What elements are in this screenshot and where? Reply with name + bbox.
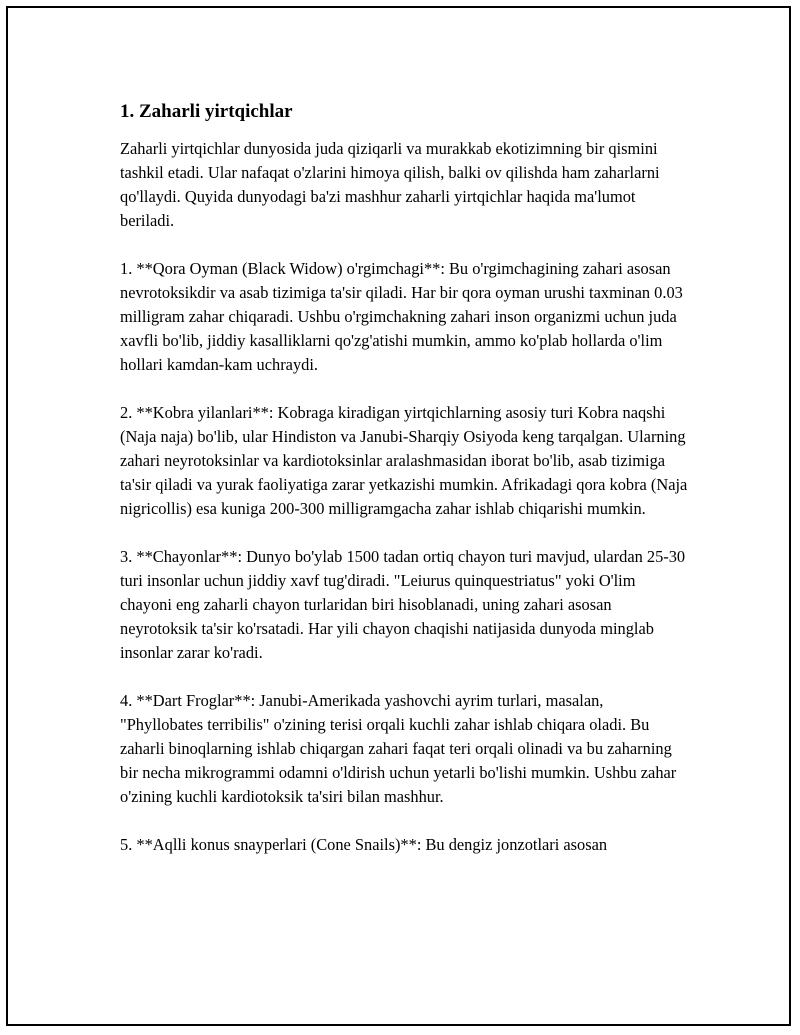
paragraph-dart-frogs: 4. **Dart Froglar**: Janubi-Amerikada yashovchi ayrim turlari, masalan, "Phyllobates terribilis" o'zining terisi orqali kuchli zahar ishlab chiqara oladi. Bu zaharli binoqlarning ishlab chiqargan zahari faqat teri orqali olinadi va bu zaharning bir necha mikrogrammi odamni o'ldirish uchun yetarli bo'lishi mumkin. Ushbu zahar o'zining kuchli kardiotoksik ta'siri bilan mashhur.: [120, 690, 677, 806]
paragraph-cone-snails: 5. **Aqlli konus snayperlari (Cone Snails)**: Bu dengiz jonzotlari asosan: [120, 834, 608, 854]
paragraph-cobra: 2. **Kobra yilanlari**: Kobraga kiradigan yirtqichlarning asosiy turi Kobra naqshi (Naja naja) bo'lib, ular Hindiston va Janubi-Sharqiy Osiyoda keng tarqalgan. Ularning zahari neyrotoksinlar va kardiotoksinlar aralashmasidan iborat bo'lib, asab tizimiga ta'sir qiladi va yurak faoliyatiga zarar yetkazishi mumkin. Afrikadagi qora kobra (Naja nigricollis) esa kuniga 200-300 milligramgacha zahar ishlab chiqarishi mumkin.: [120, 402, 688, 518]
page-title: 1. Zaharli yirtqichlar: [120, 101, 293, 122]
intro-paragraph: Zaharli yirtqichlar dunyosida juda qiziqarli va murakkab ekotizimning bir qismini tashkil etadi. Ular nafaqat o'zlarini himoya qilish, balki ov qilishda ham zaharlarni qo'llaydi. Quyida dunyodagi ba'zi mashhur zaharli yirtqichlar haqida ma'lumot beriladi.: [120, 138, 660, 230]
paragraph-black-widow: 1. **Qora Oyman (Black Widow) o'rgimchagi**: Bu o'rgimchagining zahari asosan nevrotoksikdir va asab tizimiga ta'sir qiladi. Har bir qora oyman urushi taxminan 0.03 milligram zahar chiqaradi. Ushbu o'rgimchakning zahari inson organizmi uchun juda xavfli bo'lib, jiddiy kasalliklarni qo'zg'atishi mumkin, ammo ko'plab hollarda o'lim hollari kamdan-kam uchraydi.: [120, 258, 683, 374]
document-body: [120, 100, 688, 881]
paragraph-scorpions: 3. **Chayonlar**: Dunyo bo'ylab 1500 tadan ortiq chayon turi mavjud, ulardan 25-30 turi insonlar uchun jiddiy xavf tug'diradi. "Leiurus quinquestriatus" yoki O'lim chayoni eng zaharli chayon turlaridan biri hisoblanadi, uning zahari asosan neyrotoksik ta'sir ko'rsatadi. Har yili chayon chaqishi natijasida dunyoda minglab insonlar zarar ko'radi.: [120, 546, 686, 662]
document-page: [6, 6, 791, 1026]
